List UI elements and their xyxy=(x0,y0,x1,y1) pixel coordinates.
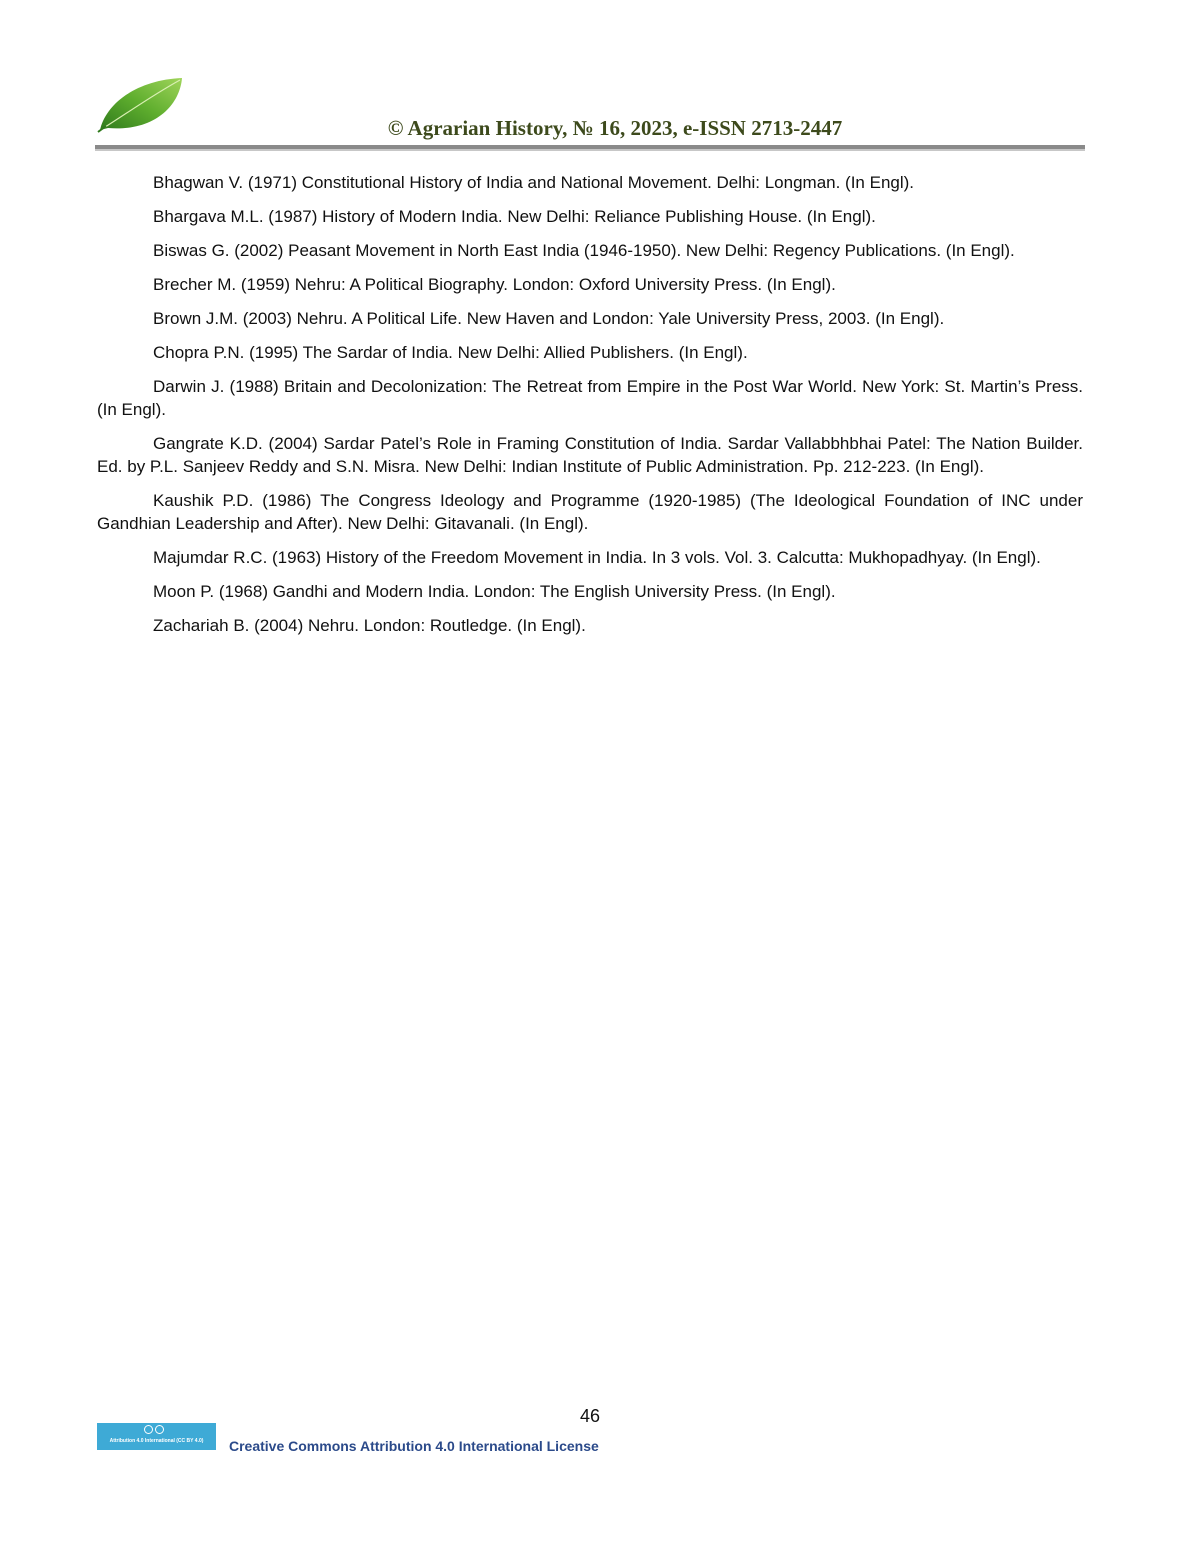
reference-item: Darwin J. (1988) Britain and Decolonization: The Retreat from Empire in the Post War World. New York: St. Martin’s Press. (In Engl). xyxy=(97,377,1083,419)
reference-item: Zachariah B. (2004) Nehru. London: Routledge. (In Engl). xyxy=(153,616,586,635)
cc-license-badge[interactable] xyxy=(97,1423,216,1450)
reference-item: Chopra P.N. (1995) The Sardar of India. New Delhi: Allied Publishers. (In Engl). xyxy=(153,343,748,362)
journal-header-title: © Agrarian History, № 16, 2023, e-ISSN 2713-2447 xyxy=(387,116,843,140)
reference-list xyxy=(97,171,1083,648)
reference-item: Brecher M. (1959) Nehru: A Political Biography. London: Oxford University Press. (In Engl). xyxy=(153,275,836,294)
reference-item: Brown J.M. (2003) Nehru. A Political Life. New Haven and London: Yale University Press, 2003. (In Engl). xyxy=(153,309,945,328)
reference-item: Majumdar R.C. (1963) History of the Freedom Movement in India. In 3 vols. Vol. 3. Calcutta: Mukhopadhyay. (In Engl). xyxy=(153,548,1041,567)
cc-badge-text: Attribution 4.0 International (CC BY 4.0) xyxy=(109,1438,204,1444)
reference-item: Moon P. (1968) Gandhi and Modern India. London: The English University Press. (In Engl). xyxy=(153,582,836,601)
reference-item: Biswas G. (2002) Peasant Movement in North East India (1946-1950). New Delhi: Regency Publications. (In Engl). xyxy=(153,241,1015,260)
page-number: 46 xyxy=(579,1406,601,1426)
reference-item: Bhargava M.L. (1987) History of Modern India. New Delhi: Reliance Publishing House. (In Engl). xyxy=(153,207,876,226)
license-link[interactable]: Creative Commons Attribution 4.0 International License xyxy=(229,1438,599,1454)
reference-item: Bhagwan V. (1971) Constitutional History of India and National Movement. Delhi: Longman. (In Engl). xyxy=(153,173,915,192)
reference-item: Gangrate K.D. (2004) Sardar Patel’s Role in Framing Constitution of India. Sardar Vallabbhbhai Patel: The Nation Builder. Ed. by P.L. Sanjeev Reddy and S.N. Misra. New Delhi: Indian Institute of Public Administration. Pp. 212-223. (In Engl). xyxy=(97,434,1083,476)
cc-by-icon xyxy=(144,1425,164,1434)
reference-item: Kaushik P.D. (1986) The Congress Ideology and Programme (1920-1985) (The Ideological Foundation of INC under Gandhian Leadership and After). New Delhi: Gitavanali. (In Engl). xyxy=(97,491,1083,533)
header-divider-shadow xyxy=(95,149,1085,151)
